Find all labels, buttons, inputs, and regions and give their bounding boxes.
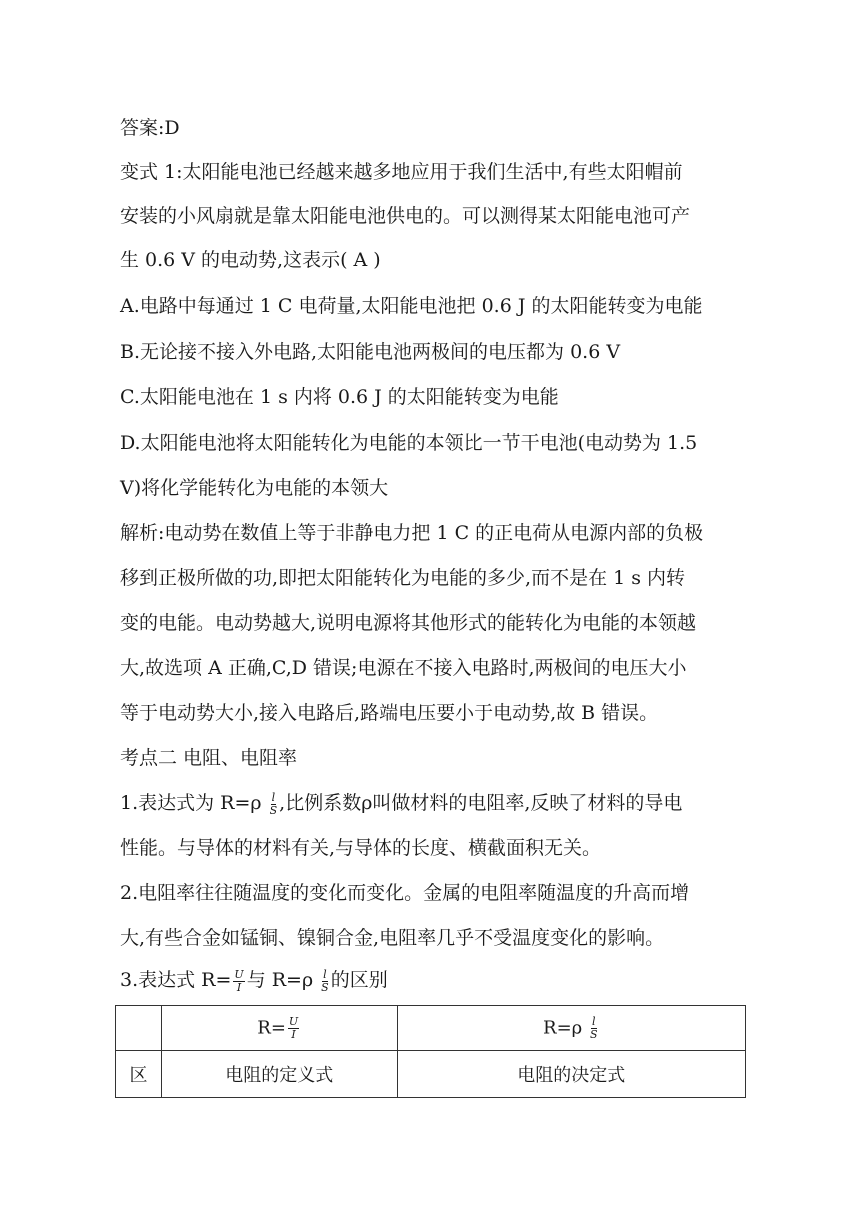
header-r-prefix: R= <box>257 1017 286 1038</box>
variant-line-3: 生 0.6 V 的电动势,这表示( A ) <box>120 249 381 271</box>
analysis-line-2: 移到正极所做的功,即把太阳能转化为电能的多少,而不是在 1 s 内转 <box>120 567 686 589</box>
option-b: B.无论接不接入外电路,太阳能电池两极间的电压都为 0.6 V <box>120 341 621 363</box>
resistivity-fraction <box>270 792 278 817</box>
answer-line: 答案:D <box>120 117 180 139</box>
fraction-numerator: l <box>591 1014 596 1028</box>
fraction-numerator: U <box>234 967 244 981</box>
paragraph-3-mid: 与 R=ρ <box>246 969 320 991</box>
header-r-rho-prefix: R=ρ <box>543 1017 588 1038</box>
paragraph-3-suffix: 的区别 <box>330 969 388 991</box>
paragraph-1-line-2: 性能。与导体的材料有关,与导体的长度、横截面积无关。 <box>120 837 602 859</box>
option-a: A.电路中每通过 1 C 电荷量,太阳能电池把 0.6 J 的太阳能转变为电能 <box>120 295 703 317</box>
option-d: D.太阳能电池将太阳能转化为电能的本领比一节干电池(电动势为 1.5 <box>120 432 698 454</box>
table-cell-determination: 电阻的决定式 <box>397 1051 745 1098</box>
definition-fraction <box>288 1016 299 1041</box>
definition-fraction <box>233 969 244 994</box>
fraction-denominator: S <box>589 1027 598 1041</box>
table-cell-definition: 电阻的定义式 <box>161 1051 397 1098</box>
table-header-empty-cell <box>116 1006 162 1051</box>
analysis-line-5: 等于电动势大小,接入电路后,路端电压要小于电动势,故 B 错误。 <box>120 702 659 724</box>
paragraph-3-line <box>120 968 750 994</box>
table-row <box>116 1051 746 1098</box>
paragraph-2-line-2: 大,有些合金如锰铜、镍铜合金,电阻率几乎不受温度变化的影响。 <box>120 927 665 949</box>
paragraph-2-line-1: 2.电阻率往往随温度的变化而变化。金属的电阻率随温度的升高而增 <box>120 882 690 904</box>
option-d-continued: V)将化学能转化为电能的本领大 <box>120 477 389 499</box>
analysis-line-1: 解析:电动势在数值上等于非静电力把 1 C 的正电荷从电源内部的负极 <box>120 522 704 544</box>
fraction-numerator: l <box>323 967 327 981</box>
option-c: C.太阳能电池在 1 s 内将 0.6 J 的太阳能转变为电能 <box>120 386 559 408</box>
variant-line-1: 变式 1:太阳能电池已经越来越多地应用于我们生活中,有些太阳帽前 <box>120 161 683 183</box>
fraction-numerator: l <box>271 790 276 804</box>
paragraph-3-prefix: 3.表达式 R= <box>120 969 232 991</box>
resistivity-fraction <box>321 969 329 994</box>
fraction-denominator: S <box>269 803 278 817</box>
table-header-row <box>116 1006 746 1051</box>
paragraph-1-prefix: 1.表达式为 R=ρ <box>120 792 268 814</box>
analysis-line-3: 变的电能。电动势越大,说明电源将其他形式的能转化为电能的本领越 <box>120 612 697 634</box>
comparison-table <box>115 1005 746 1098</box>
fraction-denominator: I <box>236 980 242 994</box>
table-header-determination <box>397 1006 745 1051</box>
section-heading: 考点二 电阻、电阻率 <box>120 747 298 769</box>
variant-line-2: 安装的小风扇就是靠太阳能电池供电的。可以测得某太阳能电池可产 <box>120 205 691 227</box>
analysis-line-4: 大,故选项 A 正确,C,D 错误;电源在不接入电路时,两极间的电压大小 <box>120 657 687 679</box>
fraction-numerator: U <box>288 1014 299 1028</box>
table-header-definition <box>161 1006 397 1051</box>
paragraph-1-line-1 <box>120 791 750 817</box>
fraction-denominator: I <box>291 1027 296 1041</box>
paragraph-1-suffix: ,比例系数ρ叫做材料的电阻率,反映了材料的导电 <box>279 792 683 814</box>
resistivity-fraction <box>590 1016 598 1041</box>
fraction-denominator: S <box>321 980 329 994</box>
table-row-label: 区 <box>116 1051 162 1098</box>
